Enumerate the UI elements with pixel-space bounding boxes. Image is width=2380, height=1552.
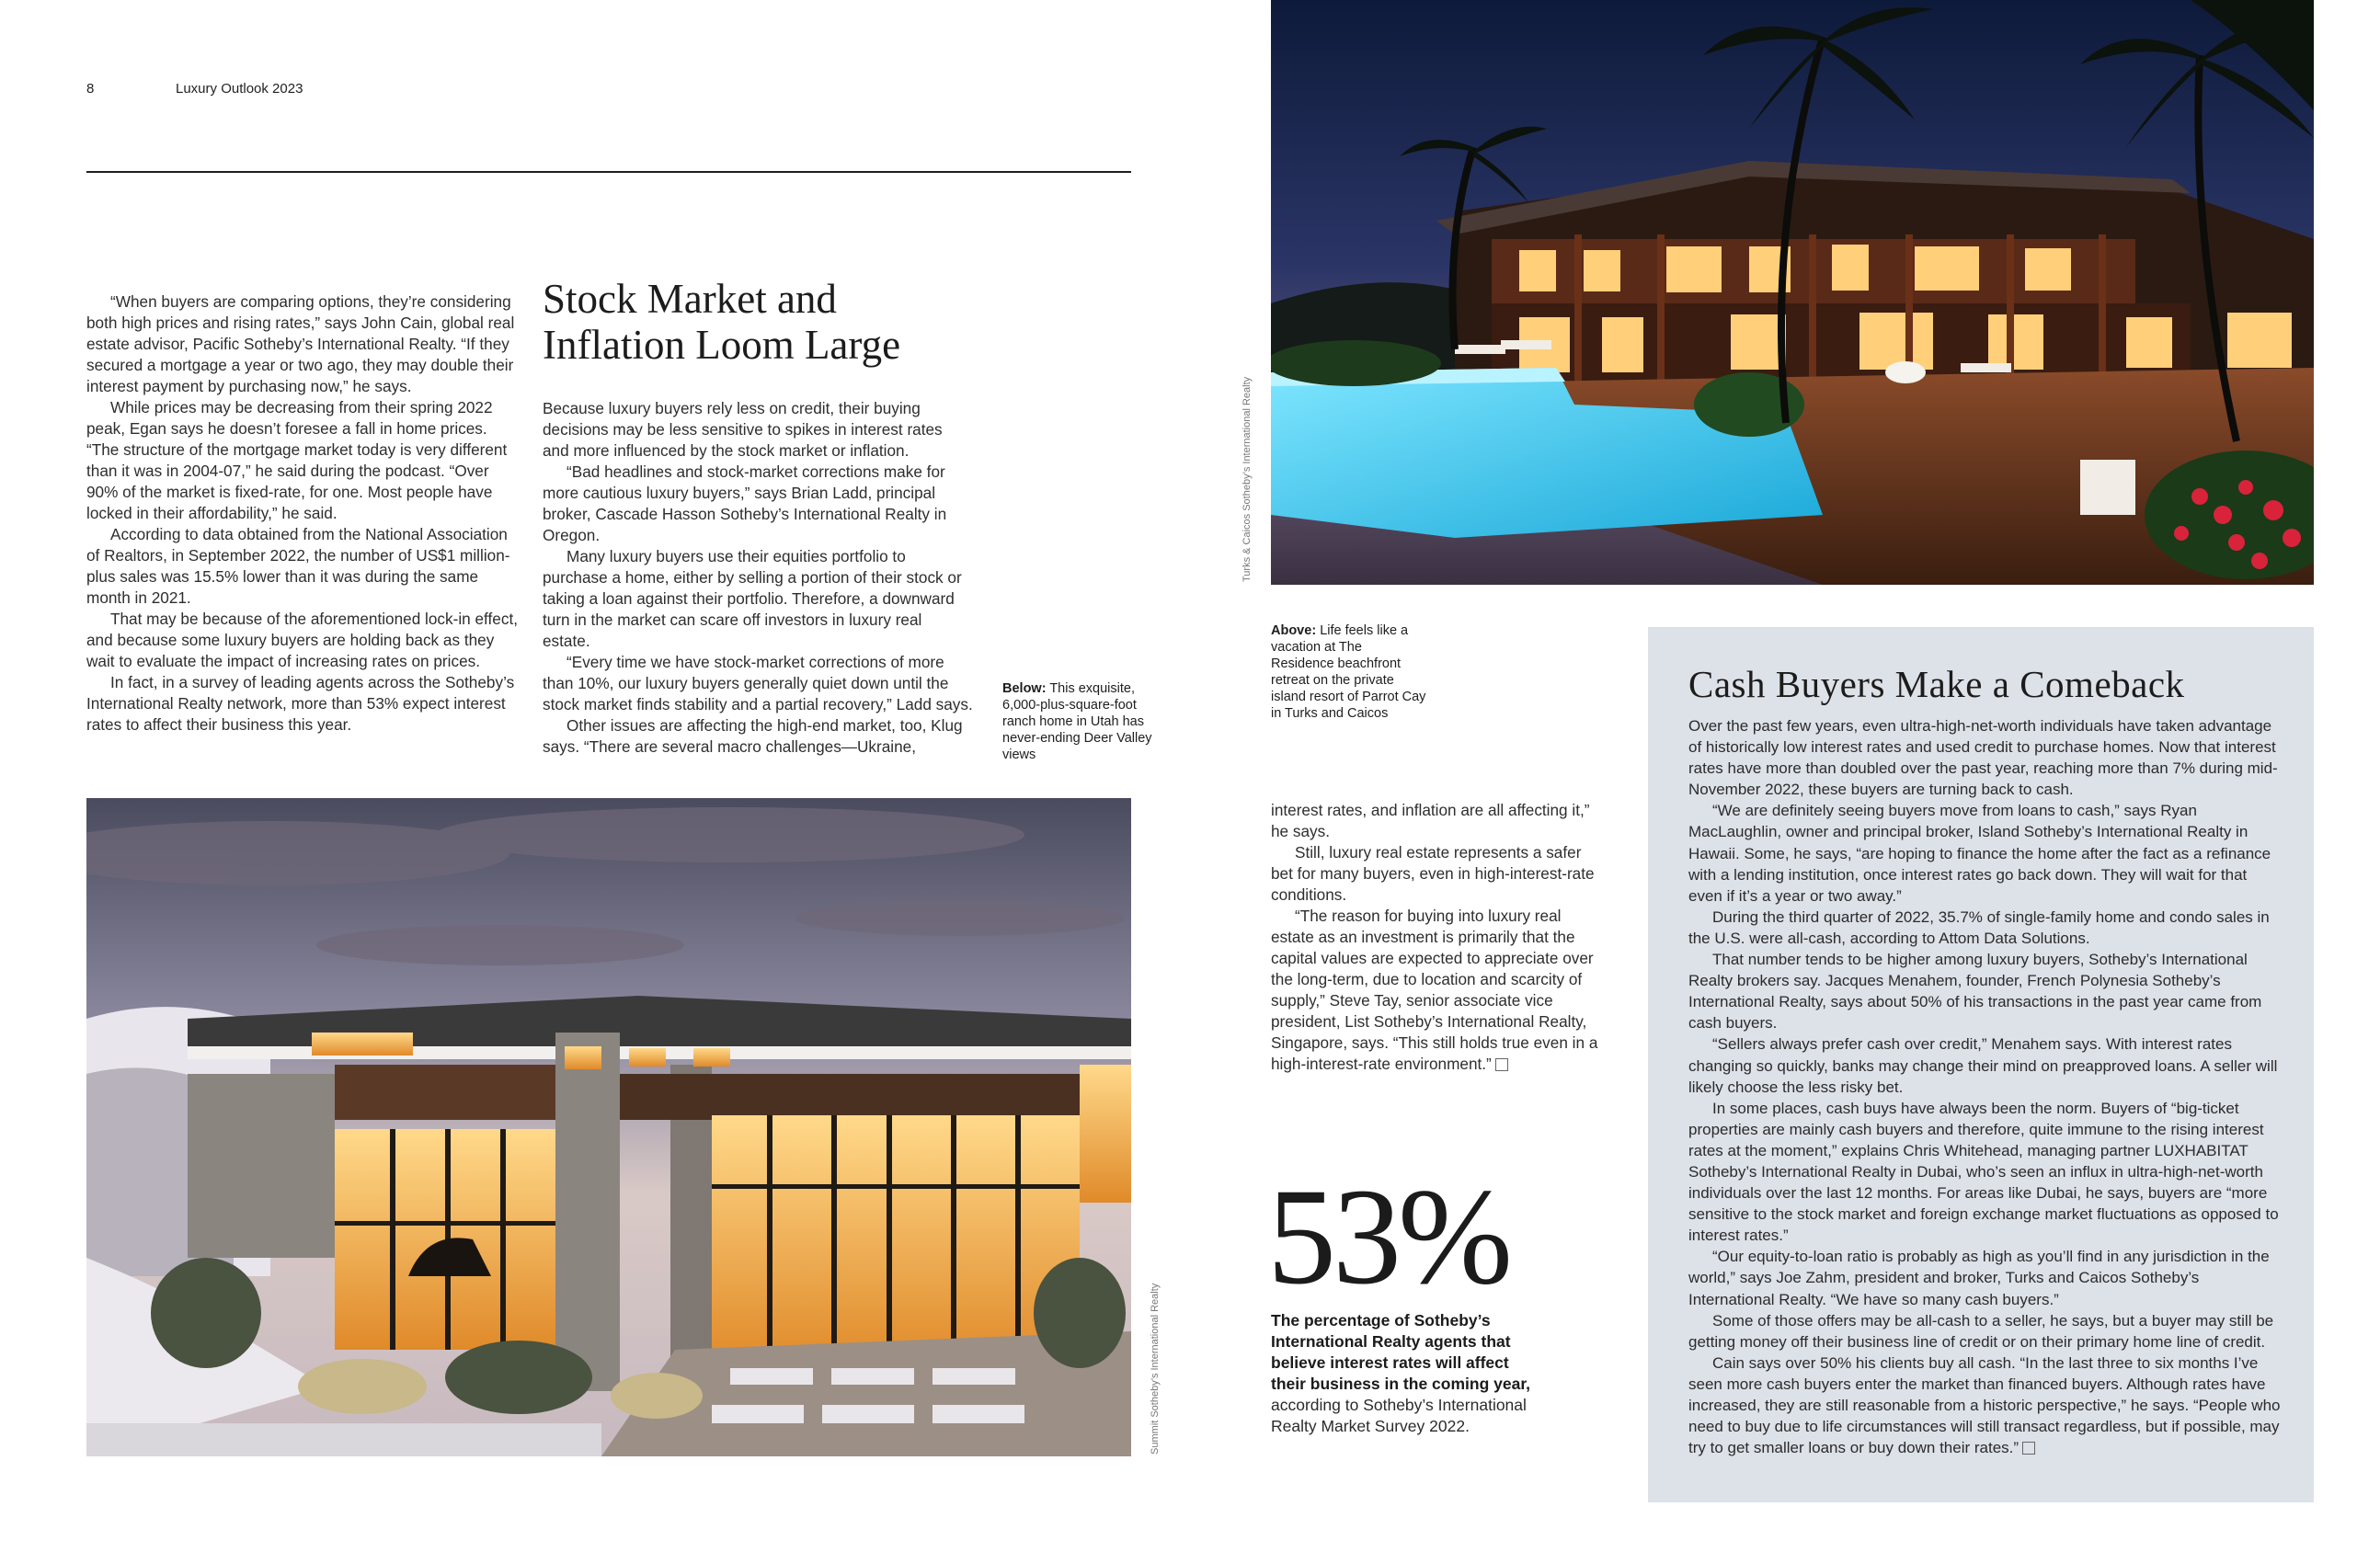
end-mark-icon: [2022, 1442, 2035, 1455]
sidebar-paragraph: “Sellers always prefer cash over credit,” Menahem says. With interest rates changing so quickly, banks may change their mind on preapproved loans. A seller will likely choose the less risky bet.: [1688, 1035, 2278, 1096]
continued-paragraph: [1271, 906, 1604, 1075]
stock-column: [543, 398, 973, 758]
sidebar-paragraph: During the third quarter of 2022, 35.7% of single-family home and condo sales in the U.S. were all-cash, according to Attom Data Solutions.: [1688, 907, 2270, 947]
sidebar-paragraph: That number tends to be higher among luxury buyers, Sotheby’s International Realty brokers say. Jacques Menahem, founder, French Polynesia Sotheby’s International Realty, says about 50% of his transactions in the past year came from cash buyers.: [1688, 951, 2262, 1033]
caption-below-text: This exquisite, 6,000-plus-square-foot ranch home in Utah has never-ending Deer Valley views: [1002, 681, 1152, 762]
sidebar-paragraph: Over the past few years, even ultra-high-net-worth individuals have taken advantage of historically low interest rates and used credit to purchase homes. Now that interest rates have more than doubled over the past year, reaching more than 7% during mid-November 2022, these buyers are turning back to cash.: [1688, 717, 2278, 799]
stock-market-headline: Stock Market and Inflation Loom Large: [543, 276, 901, 368]
stock-continued-column: [1271, 800, 1604, 1075]
caption-above: [1271, 622, 1427, 722]
sidebar-title: Cash Buyers Make a Comeback: [1688, 663, 2185, 705]
sidebar-body: [1688, 715, 2282, 1458]
continued-paragraph-text: “The reason for buying into luxury real estate as an investment is primarily that the capital values are expected to appreciate over the long-term, due to location and scarcity of supply,” Steve Tay, senior associate vice president, List Sotheby’s International Realty, Singapore, says. “This still holds true even in a high-interest-rate environment.”: [1271, 907, 1598, 1073]
left-paragraph: “When buyers are comparing options, they’re considering both high prices and rising rates,” says John Cain, global real estate advisor, Pacific Sotheby’s International Realty. “If they secured a mortgage a year or two ago, they may double their interest payment by purchasing now,” he says.: [86, 292, 515, 395]
stat-number: 53%: [1267, 1160, 1509, 1313]
stat-description: [1271, 1310, 1547, 1437]
ranch-home-photo: [86, 798, 1131, 1456]
caption-below: [1002, 680, 1159, 763]
photo-credit-top: Turks & Caicos Sotheby’s International Realty: [1241, 376, 1253, 582]
caption-above-text: Life feels like a vacation at The Residence beachfront retreat on the private island resort of Parrot Cay in Turks and Caicos: [1271, 623, 1426, 721]
stock-paragraph: “Every time we have stock-market corrections of more than 10%, our luxury buyers generally quiet down until the stock market finds stability and a partial recovery,” Ladd says.: [543, 653, 973, 713]
continued-paragraph: Still, luxury real estate represents a safer bet for many buyers, even in high-interest-rate conditions.: [1271, 843, 1595, 904]
stock-paragraph: Because luxury buyers rely less on credit, their buying decisions may be less sensitive to spikes in interest rates and more influenced by the stock market or inflation.: [543, 399, 943, 460]
page-number: 8: [86, 81, 95, 97]
stat-regular-text: according to Sotheby’s International Realty Market Survey 2022.: [1271, 1396, 1527, 1435]
end-mark-icon: [1495, 1058, 1508, 1071]
publication-title: Luxury Outlook 2023: [176, 81, 303, 97]
left-paragraph: That may be because of the aforementioned lock-in effect, and because some luxury buyers are holding back as they wait to evaluate the impact of increasing rates on prices.: [86, 610, 518, 670]
stock-paragraph: Other issues are affecting the high-end market, too, Klug says. “There are several macro challenges—Ukraine,: [543, 716, 963, 756]
stat-bold-text: The percentage of Sotheby’s International Realty agents that believe interest rates will affect their business in the coming year,: [1271, 1311, 1531, 1393]
stock-paragraph: “Bad headlines and stock-market corrections make for more cautious luxury buyers,” says Brian Ladd, principal broker, Cascade Hasson Sotheby’s International Realty in Oregon.: [543, 462, 947, 544]
sidebar-paragraph-text: Cain says over 50% his clients buy all cash. “In the last three to six months I’ve seen more cash buyers enter the market than financed buyers. Although rates have increased, they are still reasonable from a historic perspective,” he says. “People who need to buy due to life circumstances will still transact regardless, but if possible, may try to get smaller loans or buy down their rates.”: [1688, 1353, 2281, 1457]
continued-paragraph: interest rates, and inflation are all affecting it,” he says.: [1271, 801, 1590, 840]
stock-paragraph: Many luxury buyers use their equities portfolio to purchase a home, either by selling a portion of their stock or taking a loan against their portfolio. Therefore, a downward turn in the market can scare off investors in luxury real estate.: [543, 547, 962, 650]
sidebar-paragraph: “We are definitely seeing buyers move from loans to cash,” says Ryan MacLaughlin, owner and principal broker, Island Sotheby’s International Realty in Hawaii. Some, he says, “are hoping to finance the home after the fact as a refinance with a lending institution, once interest rates go back down. They will wait for that even if it’s a year or two away.”: [1688, 802, 2271, 905]
sidebar-paragraph: “Our equity-to-loan ratio is probably as high as you’ll find in any jurisdiction in the world,” says Joe Zahm, president and broker, Turks and Caicos Sotheby’s International Realty. “We have so many cash buyers.”: [1688, 1248, 2270, 1308]
caption-below-label: Below:: [1002, 681, 1047, 696]
sidebar-paragraph: [1688, 1352, 2282, 1458]
left-paragraph: According to data obtained from the National Association of Realtors, in September 2022, the number of US$1 million-plus sales was 15.5% lower than it was during the same month in 2021.: [86, 525, 510, 607]
header-rule: [86, 171, 1131, 173]
sidebar-paragraph: Some of those offers may be all-cash to a seller, he says, but a buyer may still be getting money off their business line of credit or on their primary home line of credit.: [1688, 1311, 2274, 1351]
sidebar-paragraph: In some places, cash buys have always been the norm. Buyers of “big-ticket properties are mainly cash buyers and therefore, quite immune to the rising interest rates at the moment,” explains Chris Whitehead, managing partner LUXHABITAT Sotheby’s International Realty in Dubai, who’s seen an influx in ultra-high-net-worth individuals over the last 12 months. For areas like Dubai, he says, buyers are “more sensitive to the stock market and foreign exchange market fluctuations as opposed to interest rates.”: [1688, 1099, 2279, 1245]
caption-above-label: Above:: [1271, 623, 1317, 638]
photo-credit-bottom: Summit Sotheby’s International Realty: [1150, 1283, 1161, 1455]
left-paragraph: While prices may be decreasing from their spring 2022 peak, Egan says he doesn’t foresee a fall in home prices. “The structure of the mortgage market today is very different than it was in 2004-07,” he said during the podcast. “Over 90% of the market is fixed-rate, for one. Most people have locked in their affordability,” he said.: [86, 398, 508, 522]
left-column: [86, 291, 521, 736]
left-paragraph: In fact, in a survey of leading agents across the Sotheby’s International Realty network, more than 53% expect interest rates to affect their business this year.: [86, 673, 515, 734]
resort-photo: [1271, 0, 2314, 585]
